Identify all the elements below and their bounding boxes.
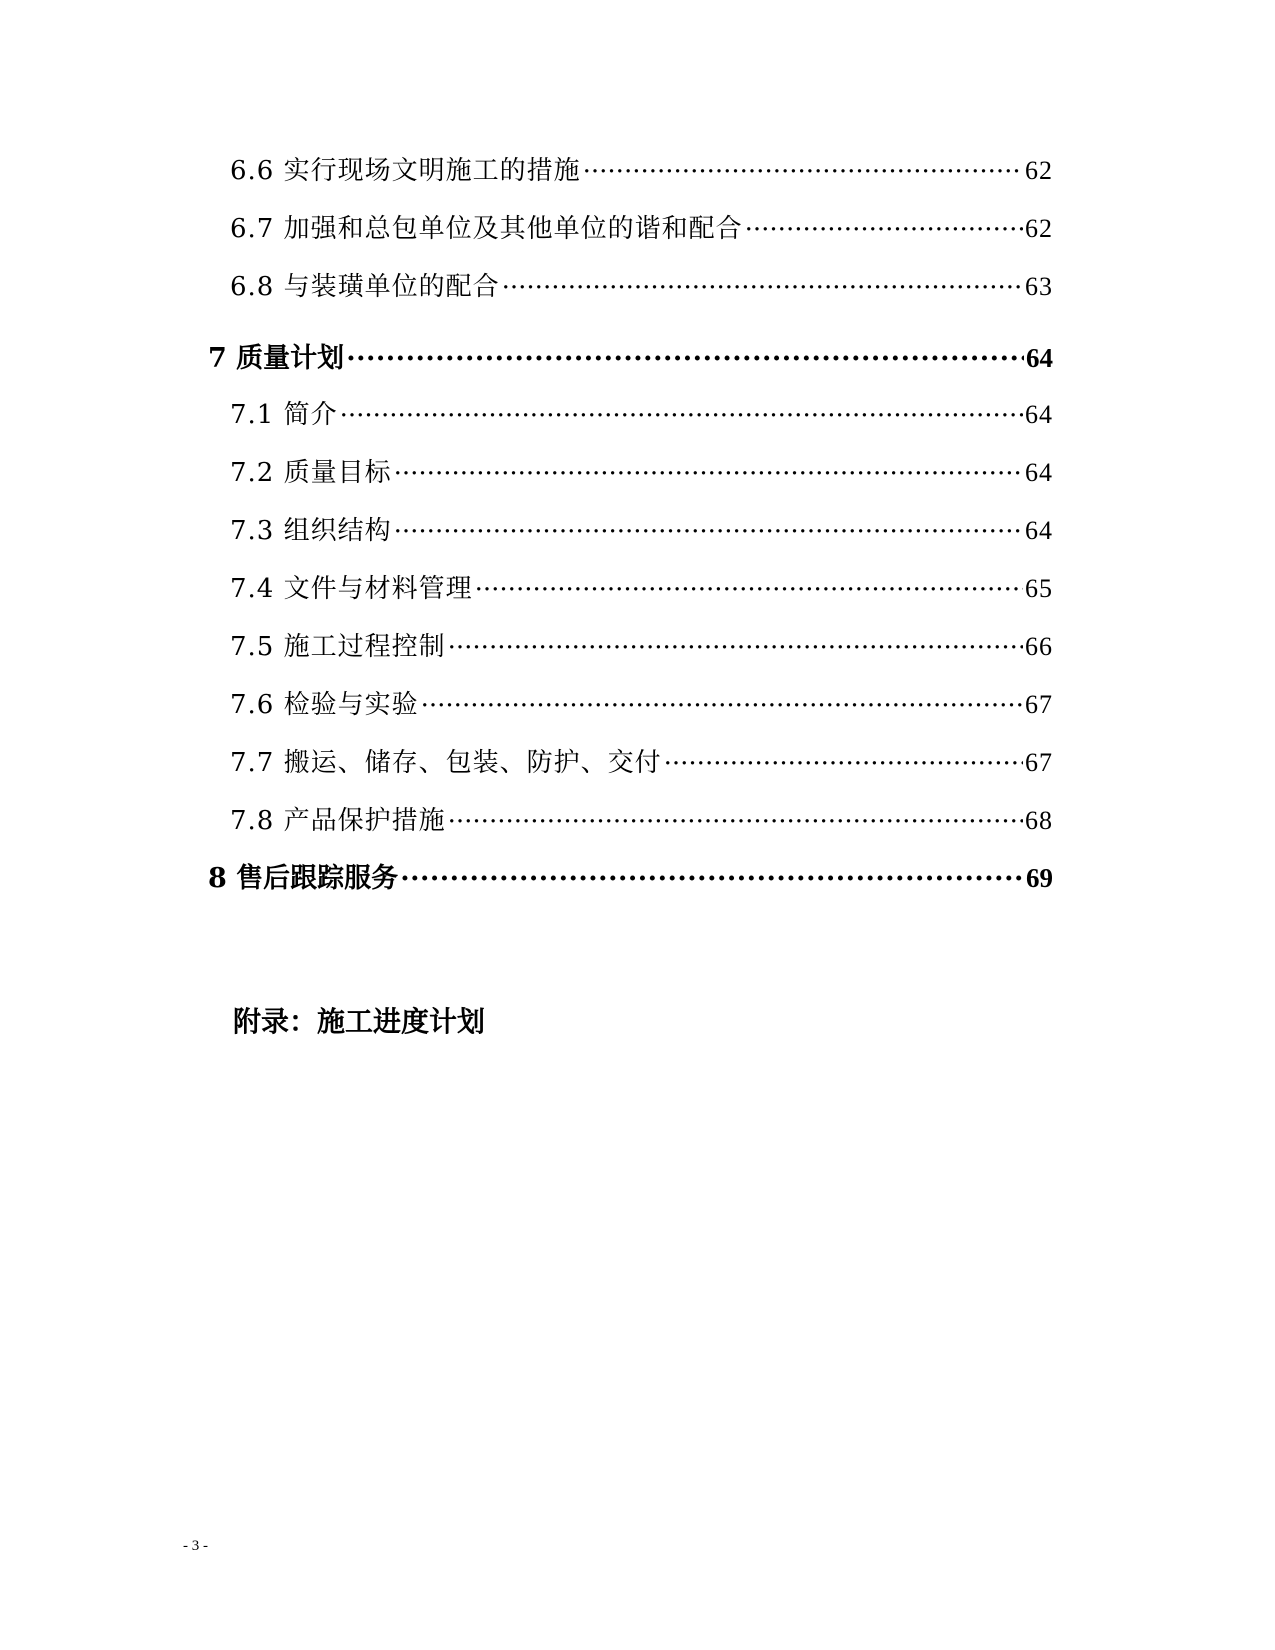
toc-entry-label: 7.6 检验与实验 — [230, 690, 419, 720]
toc-entry-label: 6.7 加强和总包单位及其他单位的谐和配合 — [230, 214, 743, 244]
toc-chapter-entry[interactable] — [208, 336, 1053, 375]
toc-entry[interactable] — [230, 568, 1053, 605]
toc-entry-page: 68 — [1025, 806, 1053, 835]
toc-dot-leader — [394, 455, 1023, 481]
toc-entry-label: 7.3 组织结构 — [230, 516, 392, 546]
toc-entry-label: 7.8 产品保护措施 — [230, 806, 446, 836]
toc-entry[interactable] — [230, 800, 1053, 837]
toc-entry-label: 7.7 搬运、储存、包装、防护、交付 — [230, 748, 662, 778]
toc-dot-leader — [448, 629, 1023, 655]
toc-entry[interactable] — [230, 510, 1053, 547]
toc-entry[interactable] — [230, 150, 1053, 187]
toc-entry-page: 62 — [1025, 214, 1053, 243]
toc-entry-label: 8 售后跟踪服务 — [208, 863, 399, 894]
toc-entry-page: 64 — [1025, 458, 1053, 487]
toc-entry-page: 66 — [1025, 632, 1053, 661]
toc-entry-page: 69 — [1026, 863, 1053, 893]
toc-entry-label: 7.4 文件与材料管理 — [230, 574, 473, 604]
toc-entry-page: 67 — [1025, 690, 1053, 719]
toc-entry-label: 7.1 简介 — [230, 400, 338, 430]
toc-entry[interactable] — [230, 684, 1053, 721]
toc-entry-label: 6.6 实行现场文明施工的措施 — [230, 156, 581, 186]
toc-dot-leader — [502, 269, 1023, 295]
toc-entry[interactable] — [230, 394, 1053, 431]
toc-dot-leader — [340, 397, 1023, 423]
toc-entry-label: 7.5 施工过程控制 — [230, 632, 446, 662]
page-number: - 3 - — [183, 1538, 208, 1554]
toc-dot-leader — [421, 687, 1023, 713]
toc-entry-page: 67 — [1025, 748, 1053, 777]
toc-dot-leader — [346, 340, 1024, 367]
toc-entry-page: 63 — [1025, 272, 1053, 301]
toc-entry[interactable] — [230, 742, 1053, 779]
toc-entry[interactable] — [230, 626, 1053, 663]
toc-entry-page: 64 — [1026, 343, 1053, 373]
toc-dot-leader — [475, 571, 1023, 597]
toc-entry[interactable] — [230, 208, 1053, 245]
toc-entry-label: 7.2 质量目标 — [230, 458, 392, 488]
toc-entry-label: 6.8 与装璜单位的配合 — [230, 272, 500, 302]
toc-entry-label: 7 质量计划 — [208, 343, 345, 374]
appendix-heading[interactable]: 附录：施工进度计划 — [233, 1005, 486, 1038]
toc-entry-page: 65 — [1025, 574, 1053, 603]
toc-dot-leader — [664, 745, 1023, 771]
toc-dot-leader — [745, 211, 1023, 237]
toc-entry[interactable] — [230, 266, 1053, 303]
toc-dot-leader — [400, 860, 1024, 887]
toc-chapter-entry[interactable] — [208, 856, 1053, 895]
toc-dot-leader — [448, 803, 1023, 829]
toc-entry-page: 64 — [1025, 516, 1053, 545]
toc-entry-page: 62 — [1025, 156, 1053, 185]
toc-dot-leader — [394, 513, 1023, 539]
toc-entry-page: 64 — [1025, 400, 1053, 429]
toc-entry[interactable] — [230, 452, 1053, 489]
toc-dot-leader — [583, 153, 1023, 179]
